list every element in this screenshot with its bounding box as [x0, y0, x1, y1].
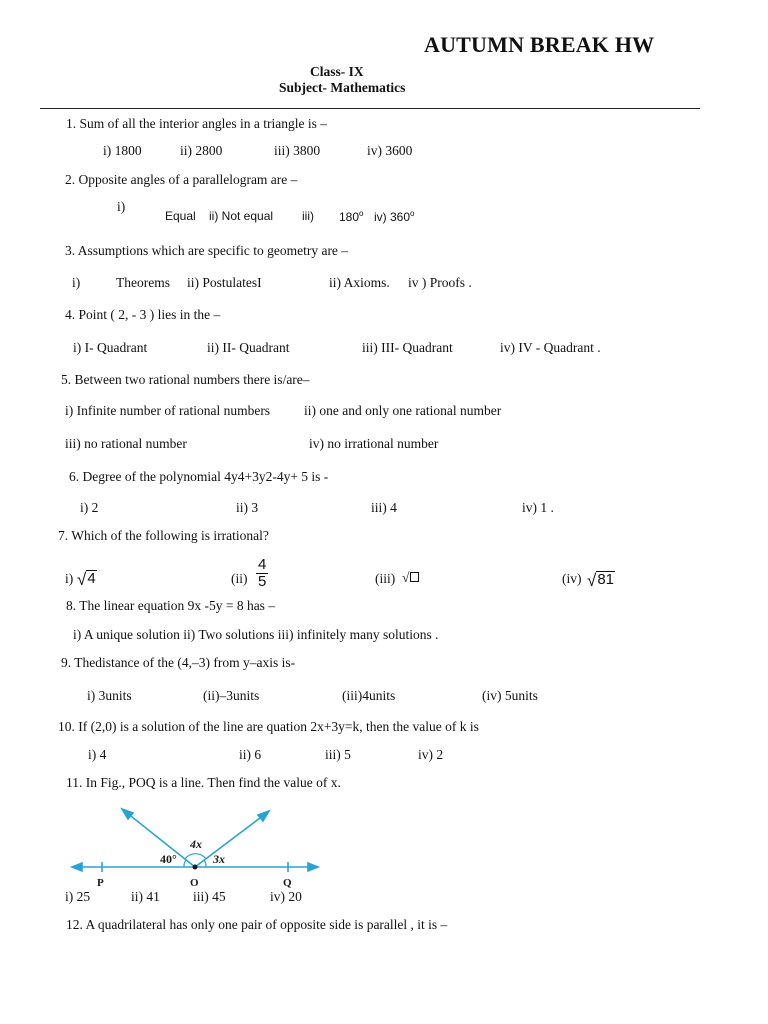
angle-arc-left: [184, 860, 186, 867]
q7-option-1-marker: i): [65, 571, 74, 586]
angle-label-40: 40°: [160, 852, 177, 866]
q3-option-marker: i): [72, 275, 81, 290]
question-5: 5. Between two rational numbers there is/are–: [61, 372, 310, 387]
q10-option-1: i) 4: [88, 747, 107, 762]
arrow-right-icon: [308, 863, 318, 871]
q7-opt1-radicand: 4: [87, 570, 96, 587]
angle-label-4x: 4x: [190, 837, 202, 851]
arrow-left-icon: [72, 863, 82, 871]
q6-option-2: ii) 3: [236, 500, 259, 515]
q8-options: i) A unique solution ii) Two solutions iii) infinitely many solutions .: [73, 627, 439, 642]
q9-option-1: i) 3units: [87, 688, 132, 703]
page-title: AUTUMN BREAK HW: [424, 32, 655, 57]
question-12: 12. A quadrilateral has only one pair of opposite side is parallel , it is –: [66, 917, 448, 932]
question-11: 11. In Fig., POQ is a line. Then find the value of x.: [66, 775, 341, 790]
q11-option-2: ii) 41: [131, 889, 160, 904]
point-label-o: O: [190, 877, 199, 889]
class-label: Class- IX: [310, 64, 364, 79]
q4-option-2: ii) II- Quadrant: [207, 340, 290, 355]
ray-right: [195, 815, 264, 867]
q6-option-3: iii) 4: [371, 500, 397, 515]
q2-option-4: 180$^o$: [339, 209, 364, 224]
q2-option-marker: i): [117, 199, 126, 214]
q7-option-3-marker: (iii): [375, 571, 396, 586]
q9-option-2: (ii)–3units: [203, 688, 260, 703]
q11-option-4: iv) 20: [270, 889, 302, 904]
q3-option-3: ii) Axioms.: [329, 275, 390, 290]
q1-option-1: i) 1800: [103, 143, 142, 158]
q4-option-4: iv) IV - Quadrant .: [500, 340, 601, 355]
q5-option-2: ii) one and only one rational number: [304, 403, 502, 418]
question-9: 9. Thedistance of the (4,–3) from y–axis is-: [61, 655, 296, 670]
q4-option-1: i) I- Quadrant: [73, 340, 148, 355]
point-o-dot: [193, 865, 198, 870]
question-3: 3. Assumptions which are specific to geometry are –: [65, 243, 349, 258]
q3-option-4: iv ) Proofs .: [408, 275, 472, 290]
q7-option-3: √: [402, 570, 419, 586]
question-8: 8. The linear equation 9x -5y = 8 has –: [66, 598, 276, 613]
q2-option-3: iii): [302, 209, 314, 223]
q7-option-4-marker: (iv): [562, 571, 582, 586]
arrow-up-right-icon: [258, 811, 269, 821]
q9-option-3: (iii)4units: [342, 688, 396, 703]
angle-arc-right: [204, 860, 206, 867]
q3-option-2: ii) PostulatesI: [187, 275, 262, 290]
q7-opt2-numerator: 4: [258, 556, 267, 573]
degree-symbol: o: [359, 209, 364, 218]
question-4: 4. Point ( 2, - 3 ) lies in the –: [65, 307, 221, 322]
degree-symbol: o: [410, 209, 415, 218]
sqrt-symbol: √: [77, 569, 87, 589]
q11-option-1: i) 25: [65, 889, 91, 904]
q3-option-1: Theorems: [116, 275, 170, 290]
q5-option-4: iv) no irrational number: [309, 436, 439, 451]
q5-option-1: i) Infinite number of rational numbers: [65, 403, 271, 418]
q9-option-4: (iv) 5units: [482, 688, 538, 703]
q7-opt2-denominator: 5: [258, 572, 267, 590]
q1-option-4: iv) 3600: [367, 143, 413, 158]
arrow-up-left-icon: [122, 809, 133, 819]
q10-option-4: iv) 2: [418, 747, 444, 762]
q10-option-2: ii) 6: [239, 747, 262, 762]
q2-option-2: ii) Not equal: [209, 209, 274, 223]
q5-option-3: iii) no rational number: [65, 436, 187, 451]
q1-option-3: iii) 3800: [274, 143, 321, 158]
point-label-p: P: [97, 877, 104, 889]
q2-option-5: iv) 360$^o$: [374, 209, 415, 224]
angle-label-3x: 3x: [213, 852, 225, 866]
q6-option-1: i) 2: [80, 500, 99, 515]
q4-option-3: iii) III- Quadrant: [362, 340, 453, 355]
sqrt-symbol: √: [587, 570, 597, 590]
subject-label: Subject- Mathematics: [279, 80, 406, 95]
question-7: 7. Which of the following is irrational?: [58, 528, 269, 543]
question-10: 10. If (2,0) is a solution of the line are quation 2x+3y=k, then the value of k is: [58, 719, 479, 734]
point-label-q: Q: [283, 877, 292, 889]
q2-option-1: Equal: [165, 209, 196, 223]
question-2: 2. Opposite angles of a parallelogram are –: [65, 172, 298, 187]
q10-option-3: iii) 5: [325, 747, 351, 762]
angle-arc-top: [185, 854, 206, 859]
q11-option-3: iii) 45: [193, 889, 226, 904]
q6-option-4: iv) 1 .: [522, 500, 554, 515]
question-1: 1. Sum of all the interior angles in a triangle is –: [66, 116, 327, 131]
q1-option-2: ii) 2800: [180, 143, 223, 158]
q7-option-2-marker: (ii): [231, 571, 248, 586]
q7-opt4-radicand: 81: [597, 571, 615, 588]
question-6: 6. Degree of the polynomial 4y4+3y2-4y+ 5 is -: [69, 469, 329, 484]
